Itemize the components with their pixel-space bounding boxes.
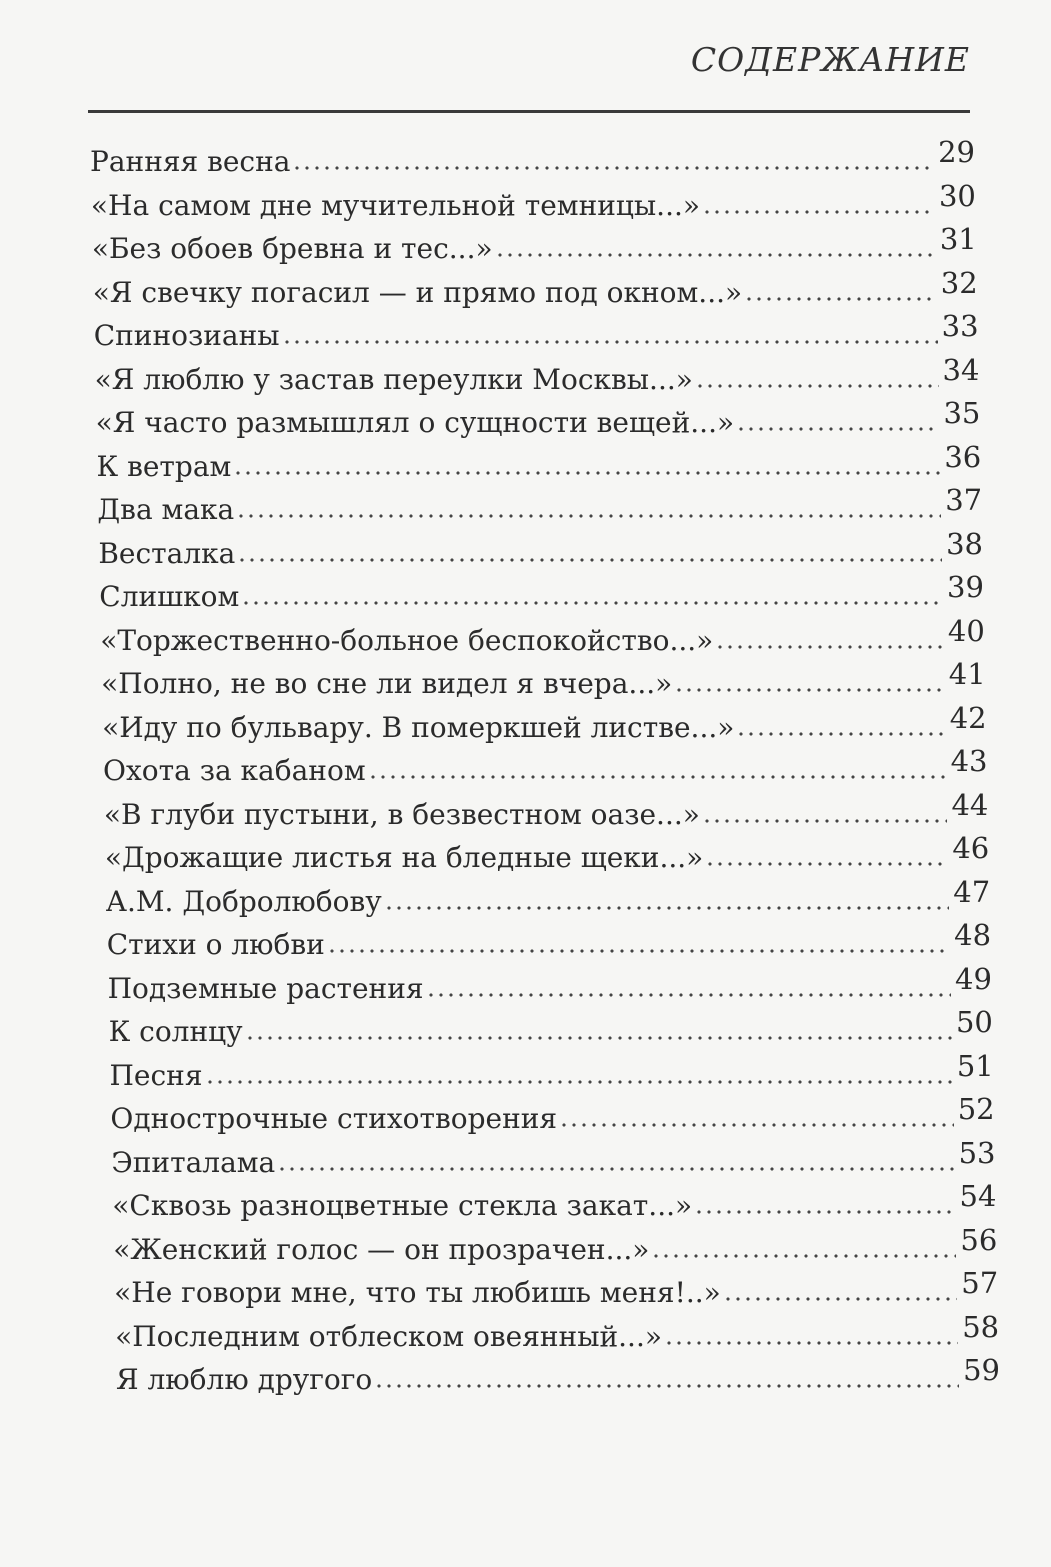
toc-entry-page-number: 48 — [954, 918, 992, 952]
toc-entry-title: «На самом дне мучительной темницы...» — [90, 188, 701, 222]
toc-entry-page-number: 37 — [945, 483, 983, 517]
toc-entry-page-number: 54 — [959, 1179, 997, 1213]
toc-entry-title: Эпиталама — [111, 1145, 276, 1179]
toc-entry — [101, 657, 986, 701]
toc-entry-title: «Иду по бульвару. В померкшей листве...» — [102, 710, 735, 744]
toc-entry-page-number: 31 — [939, 222, 977, 256]
toc-entry — [95, 353, 980, 397]
toc-entry-title: Я люблю другого — [116, 1363, 373, 1396]
dot-leader — [723, 1294, 958, 1304]
toc-entry-title: «Полно, не во сне ли видел я вчера...» — [101, 667, 673, 700]
dot-leader — [374, 1381, 959, 1391]
dot-leader — [327, 946, 950, 956]
toc-entry-page-number: 35 — [943, 396, 981, 430]
toc-entry-title: «Торжественно-больное беспокойство...» — [100, 623, 714, 657]
toc-entry-page-number: 41 — [948, 657, 986, 691]
toc-entry — [98, 527, 983, 571]
toc-entry — [97, 440, 982, 484]
toc-entry-page-number: 59 — [963, 1353, 1000, 1387]
toc-entry-page-number: 30 — [938, 178, 976, 213]
toc-entry — [110, 1092, 994, 1136]
dot-leader — [695, 381, 939, 391]
toc-entry-page-number: 36 — [944, 439, 982, 474]
dot-leader — [736, 424, 939, 434]
toc-entry-title: Весталка — [98, 536, 236, 570]
toc-entry-title: «Я люблю у застав переулки Москвы...» — [94, 362, 693, 396]
toc-entry — [111, 1136, 995, 1180]
toc-entry-page-number: 44 — [951, 787, 989, 822]
toc-entry — [113, 1223, 997, 1267]
toc-entry-page-number: 42 — [949, 700, 987, 735]
toc-entry — [94, 309, 979, 353]
toc-entry — [110, 1049, 994, 1093]
dot-leader — [705, 859, 948, 869]
toc-entry-title: К солнцу — [108, 1015, 243, 1048]
toc-entry-page-number: 56 — [960, 1222, 998, 1257]
toc-entry-page-number: 40 — [947, 613, 985, 648]
dot-leader — [651, 1251, 956, 1261]
toc-entry-page-number: 32 — [940, 265, 978, 300]
toc-entry-title: «Женский голос — он прозрачен...» — [113, 1232, 650, 1266]
toc-entry-title: Однострочные стихотворения — [110, 1102, 558, 1135]
toc-entry-title: «Сквозь разноцветные стекла закат...» — [112, 1189, 693, 1222]
toc-entry-page-number: 53 — [958, 1135, 996, 1170]
toc-entry — [102, 701, 987, 745]
dot-leader — [694, 1207, 955, 1217]
toc-entry-title: А.М. Добролюбову — [105, 884, 382, 918]
toc-entry-title: «Без обоев бревна и тес...» — [91, 232, 493, 265]
toc-entry-page-number: 50 — [955, 1005, 993, 1039]
toc-entry — [108, 962, 992, 1006]
page-header-title: СОДЕРЖАНИЕ — [690, 40, 970, 79]
toc-entry-page-number: 33 — [941, 309, 979, 343]
dot-leader — [426, 990, 952, 1000]
dot-leader — [702, 207, 935, 217]
dot-leader — [205, 1077, 953, 1087]
dot-leader — [368, 772, 947, 782]
dot-leader — [241, 598, 943, 608]
toc-entry — [104, 788, 988, 832]
toc-entry-page-number: 49 — [955, 961, 992, 996]
toc-entry-title: Подземные растения — [107, 971, 424, 1005]
dot-leader — [292, 163, 934, 173]
dot-leader — [495, 250, 936, 260]
toc-entry — [109, 1005, 993, 1049]
dot-leader — [702, 816, 948, 826]
toc-entry — [103, 744, 988, 788]
dot-leader — [237, 555, 942, 565]
toc-entry-title: Два мака — [97, 493, 235, 526]
dot-leader — [245, 1033, 952, 1043]
dot-leader — [674, 685, 945, 695]
dot-leader — [384, 903, 950, 913]
toc-entry — [107, 918, 991, 962]
toc-entry — [114, 1266, 998, 1310]
toc-entry-page-number: 57 — [961, 1266, 999, 1300]
toc-entry — [91, 179, 976, 223]
toc-entry-title: «Последним отблеском овеянный...» — [115, 1319, 662, 1353]
toc-entry-title: Ранняя весна — [90, 145, 291, 178]
toc-entry-page-number: 52 — [957, 1092, 995, 1126]
toc-entry-title: Стихи о любви — [106, 928, 325, 961]
toc-entry-title: «Не говори мне, что ты любишь меня!..» — [114, 1276, 721, 1309]
toc-entry-page-number: 58 — [962, 1309, 1000, 1344]
toc-entry — [115, 1310, 999, 1354]
toc-entry-title: «Дрожащие листья на бледные щеки...» — [104, 841, 704, 874]
toc-entry — [96, 396, 981, 440]
toc-entry-page-number: 29 — [938, 135, 975, 169]
toc-entry — [106, 875, 990, 919]
dot-leader — [236, 511, 941, 521]
toc-entry — [90, 135, 975, 179]
dot-leader — [277, 1164, 954, 1174]
toc-entry-page-number: 38 — [946, 526, 984, 561]
toc-entry-title: Спинозианы — [93, 319, 280, 352]
toc-entry-page-number: 47 — [953, 874, 991, 909]
dot-leader — [559, 1120, 954, 1130]
toc-entry — [99, 570, 984, 614]
dot-leader — [282, 337, 938, 347]
dot-leader — [744, 294, 937, 304]
dot-leader — [715, 642, 944, 652]
toc-entry-title: Слишком — [99, 580, 240, 613]
dot-leader — [233, 468, 940, 478]
toc-entry — [100, 614, 985, 658]
toc-entry — [97, 483, 982, 527]
toc-entry — [92, 222, 977, 266]
toc-entry-page-number: 39 — [947, 570, 984, 604]
toc-entry-title: К ветрам — [96, 449, 232, 483]
toc-entry-page-number: 51 — [956, 1048, 994, 1083]
toc-entry — [116, 1353, 1000, 1397]
toc-entry-page-number: 43 — [950, 744, 988, 778]
toc-entry-title: «Я свечку погасил — и прямо под окном...» — [92, 275, 743, 309]
toc-entry-title: «Я часто размышлял о сущности вещей...» — [95, 406, 735, 439]
toc-entry — [105, 831, 989, 875]
toc-entry-title: Охота за кабаном — [103, 754, 366, 787]
toc-entry — [112, 1179, 996, 1223]
dot-leader — [736, 729, 945, 739]
toc-entry-title: Песня — [109, 1058, 203, 1092]
toc-entry-page-number: 46 — [952, 831, 990, 865]
toc-entry-page-number: 34 — [942, 352, 980, 387]
toc-entry — [93, 266, 978, 310]
toc-entry-title: «В глуби пустыни, в безвестном оазе...» — [103, 797, 700, 831]
dot-leader — [664, 1338, 958, 1348]
